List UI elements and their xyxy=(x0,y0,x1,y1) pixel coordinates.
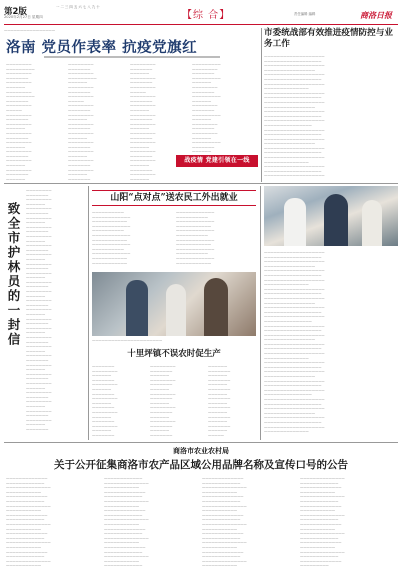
shanyang-col-2: ———————————— —————————— ———————————— ——————————— ———————————— —————————— ———————————— ——————————— ———————————— —————————— ———————————— ——————————— xyxy=(176,210,215,265)
bottom-col-4: —————————————— ———————————— ————————————— ——————————— —————————————— ———————————— ————————————— ——————————— —————————————— ———————————— ————————————— ——————————— —————————————— ———————————— ————————————— ——————————— —————————————— ———————————— ————————————— ————————— xyxy=(300,476,345,568)
column-divider-right-mid xyxy=(260,186,261,440)
tenant-col-1: ——————— ———————— —————— ——————— ———————— —————— ——————— ———————— —————— ——————— ———————— —————— ——————— ———————— —————— ——————— xyxy=(92,364,118,437)
shanyang-photo xyxy=(92,272,256,336)
paper-name: 商洛日报 xyxy=(360,10,392,20)
lead-headline: 洛南 党员作表率 抗疫党旗红 xyxy=(6,39,198,56)
lead-col-3: ———————— ——————— —————— ———————— ——————— ———————— ————— ———————— ——————— ———————— —————— ———————— ——————— ———————— —————— ———————— ——————— ———————— —————— ———————— ——————— ———————— —————— ——————— ———————— —————— xyxy=(130,62,156,181)
lead-byline xyxy=(6,56,258,58)
right-top-headline: 市委统战部有效推进疫情防控与业务工作 xyxy=(264,28,393,49)
right-mid-body: ——————————————————— —————————————————— ——————————————————— ———————————————— ——————————————————— —————————————————— ——————————————————— —————————————— ——————————————————— —————————————————— ——————————————————— ———————————————— ——————————————————— —————————————————— ——————————————————— ——————————————— ——————————————————— —————————————————— ——————————————————— ———————————————— ——————————————————— —————————————————— ——————————————————— —————————————— ——————————————————— —————————————————— ——————————————————— ———————————————— ——————————————————— —————————————————— ——————————————————— ——————————————— ——————————————————— —————————————————— ——————————————————— ———————————————— ——————————————————— —————————————————— ——————————————————— —————————————— xyxy=(264,250,325,434)
bottom-col-2: ———————————— —————————————— ——————————— ————————————— ———————————— —————————————— ——————————— ————————————— ———————————— —————————————— ——————————— ————————————— ———————————— —————————————— ——————————— ————————————— ———————————— —————————————— ——————————— ———————————— xyxy=(104,476,149,568)
right-photo xyxy=(264,186,398,246)
section-rule-1 xyxy=(4,183,398,184)
tenant-col-3: —————— ——————— —————— ——————— —————— ——————— —————— ——————— —————— ——————— —————— ——————— —————— ——————— —————— ————— xyxy=(208,364,231,437)
date-line: 2020年2月27日 星期四 xyxy=(4,15,43,19)
lead-banner xyxy=(176,155,258,167)
lead-col-1: ———————— ————————— ———————— ——————— ———————— —————— ———————— ————————— ——————— ———————— ————— ———————— ——————— ———————— —————— ———————— ——————— ———————— —————— ———————— ——————— ———————— —————— ———————— ——————— —————— xyxy=(6,62,35,181)
worker-figure xyxy=(166,284,186,336)
editor-info: 责任编辑 编辑 xyxy=(294,12,316,16)
bottom-col-1: ————————————— ———————————— —————————————— ——————————— ————————————— ———————————— —————————————— ——————————— ————————————— ———————————— —————————————— ——————————— ————————————— ———————————— —————————————— ——————————— ————————————— ———————————— —————————————— ——————————— xyxy=(6,476,51,568)
shanyang-col-1: —————————— ———————————— ——————————— ———————————— —————————— ———————————— ——————————— ———————————— —————————— ———————————— ——————————— ——————————— xyxy=(92,210,131,265)
lead-col-4: ————————— ———————— ——————— ————————— —————— ———————— ——————— ————————— —————— ———————— ——————— ————————— —————— ———————— ——————— ———————— —————— ————————— ——————— —————— xyxy=(192,62,221,154)
letter-headline: 致全市护林员的一封信 xyxy=(6,202,21,347)
shanyang-headline: 山阳“点对点”送农民工外出就业 xyxy=(110,193,238,203)
bottom-col-3: ————————————— ———————————— —————————————— ——————————— ————————————— ———————————— —————————————— ——————————— ————————————— ———————————— —————————————— ——————————— ————————————— ———————————— —————————————— ——————————— ————————————— ———————————— —————————————— ——————————— xyxy=(202,476,247,568)
page-number: 第2版 xyxy=(4,7,27,17)
worker-figure xyxy=(204,278,228,336)
section-label: 【综 合】 xyxy=(182,10,231,21)
section-rule-2 xyxy=(4,442,398,443)
right-top-body: ——————————————————— —————————————————— ——————————————————— ———————————————— ——————————————————— —————————————————— ——————————————————— —————————————— ——————————————————— —————————————————— ——————————————————— ———————————————— ——————————————————— —————————————————— ——————————————————— ——————————————— ——————————————————— —————————————————— ——————————————————— ———————————————— ——————————————————— —————————————————— ——————————————————— —————————————— ——————————————————— —————————————————— ——————————————————— xyxy=(264,54,325,178)
lead-col-2: ———————— ——————— ———————— ————————— —————— ———————— ——————— ———————— ————— ———————— ——————— ———————— —————— ———————— ——————— ———————— —————— ———————— ——————— ———————— —————— ———————— ——————— ———————— —————— ——————— xyxy=(68,62,97,181)
tenant-headline: 十里坪镇不误农时促生产 xyxy=(127,349,221,359)
shanyang-caption: —————————————————————— xyxy=(92,338,163,342)
bottom-org: 商洛市农业农村局 xyxy=(173,447,229,455)
tenant-col-2: ———————— ——————— —————— ———————— ——————— —————— ———————— ——————— —————— ———————— ——————— —————— ———————— ——————— —————— ——————— xyxy=(150,364,176,437)
masthead-rule xyxy=(4,24,398,25)
lead-banner-text: 战疫情 党建引领在一线 xyxy=(184,157,250,164)
shanyang-headline-box xyxy=(92,190,256,206)
staff-figure xyxy=(284,198,306,246)
bottom-headline: 关于公开征集商洛市农产品区域公用品牌名称及宣传口号的公告 xyxy=(54,459,348,471)
nav-text: 一 二 三 四 五 六 七 八 九 十 xyxy=(56,5,100,9)
section-name: 综 合 xyxy=(193,10,220,21)
column-divider-right xyxy=(261,28,262,182)
staff-figure xyxy=(362,200,382,246)
masthead xyxy=(4,2,398,24)
worker-figure xyxy=(126,280,148,336)
lead-kicker: ———————————————— xyxy=(4,28,55,32)
letter-body: ———————— ——————— ———————— —————— ———————— ——————— ———————— —————— ———————— ——————— ———————— —————— ———————— ——————— ———————— —————— ———————— ——————— ———————— —————— ———————— ——————— ———————— —————— ———————— ——————— ———————— —————— ———————— ——————— ———————— —————— ———————— ——————— ———————— —————— ———————— ——————— ———————— —————— ———————— ——————— ———————— —————— ———————— ——————— ———————— —————— ———————— ——————— ———————— —————— ——————— xyxy=(26,188,52,431)
letter-divider xyxy=(88,186,89,440)
staff-figure xyxy=(324,194,348,246)
letter-block xyxy=(4,186,86,440)
